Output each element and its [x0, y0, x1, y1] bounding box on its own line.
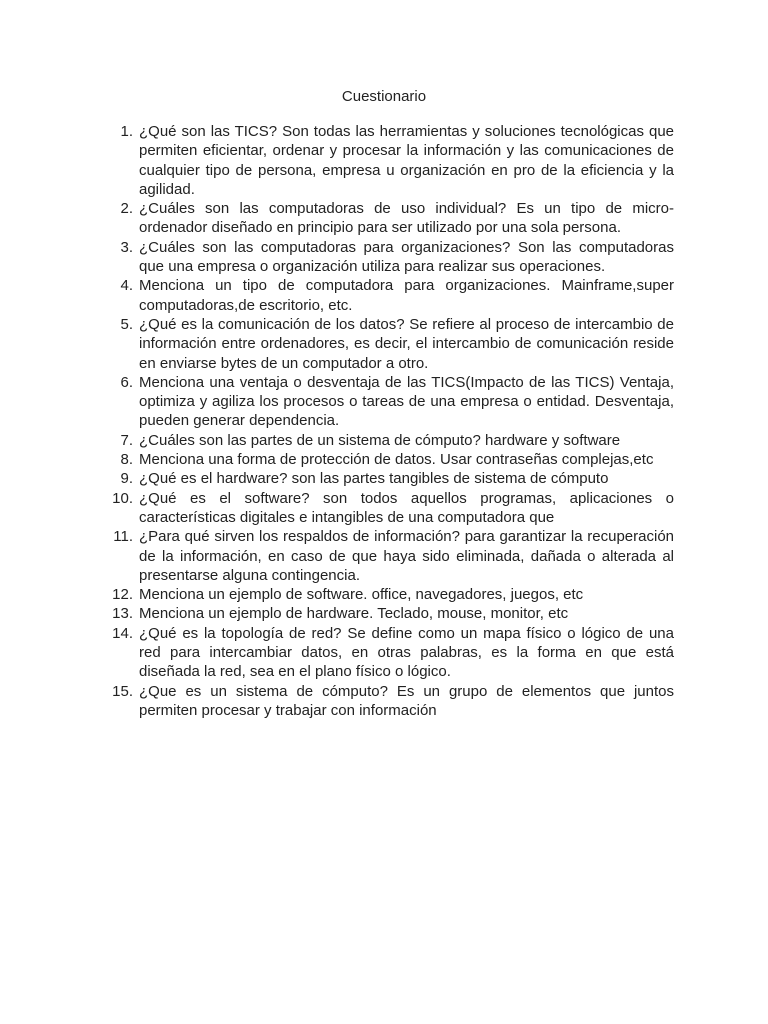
item-number: 14. [112, 624, 133, 642]
item-number: 11. [113, 528, 133, 546]
item-number: 2. [120, 200, 133, 218]
list-item [110, 122, 674, 199]
item-text: Menciona un tipo de computadora para organizaciones. Mainframe,super computadoras,de escritorio, etc. [139, 277, 674, 314]
item-text: ¿Qué es el software? son todos aquellos programas, aplicaciones o características digitales e intangibles de una computadora que [139, 489, 674, 526]
item-text: ¿Qué es la comunicación de los datos? Se refiere al proceso de intercambio de información entre ordenadores, es decir, el intercambio de comunicación reside en enviarse bytes de un computador a otro. [139, 315, 674, 372]
item-text: ¿Para qué sirven los respaldos de información? para garantizar la recuperación de la información, en caso de que haya sido eliminada, dañada o alterada al presentarse alguna contingencia. [139, 528, 674, 584]
item-number: 7. [120, 431, 133, 449]
item-text: Menciona una forma de protección de datos. Usar contraseñas complejas,etc [139, 451, 654, 469]
item-text: ¿Qué es el hardware? son las partes tangibles de sistema de cómputo [139, 470, 609, 488]
item-number: 15. [112, 682, 133, 700]
item-text: Menciona un ejemplo de hardware. Teclado, mouse, monitor, etc [139, 605, 569, 623]
list-item [110, 199, 674, 238]
item-number: 13. [112, 605, 133, 623]
list-item [110, 585, 674, 604]
question-list [110, 122, 674, 720]
item-text: ¿Cuáles son las computadoras de uso individual? Es un tipo de micro-ordenador diseñado en principio para ser utilizado por una sola persona. [139, 200, 674, 237]
item-text: Menciona una ventaja o desventaja de las TICS(Impacto de las TICS) Ventaja, optimiza y agiliza los procesos o tareas de una empresa o entidad. Desventaja, pueden generar dependencia. [139, 373, 674, 430]
item-text: ¿Cuáles son las partes de un sistema de cómputo? hardware y software [139, 431, 621, 449]
list-item [110, 276, 674, 315]
item-text: ¿Que es un sistema de cómputo? Es un grupo de elementos que juntos permiten procesar y trabajar con información [139, 682, 674, 719]
list-item [110, 604, 674, 623]
item-number: 4. [120, 277, 133, 295]
item-text: Menciona un ejemplo de software. office, navegadores, juegos, etc [139, 586, 584, 604]
item-number: 6. [120, 373, 133, 391]
list-item [110, 238, 674, 277]
list-item [110, 450, 674, 469]
item-number: 5. [120, 315, 133, 333]
item-text: ¿Qué son las TICS? Son todas las herramientas y soluciones tecnológicas que permiten eficientar, ordenar y procesar la información y las comunicaciones de cualquier tipo de persona, empresa u organización en pro de la eficiencia y la agilidad. [139, 123, 674, 198]
item-number: 12. [112, 586, 133, 604]
item-number: 8. [120, 451, 133, 469]
list-item [110, 315, 674, 373]
list-item [110, 373, 674, 431]
item-number: 3. [120, 238, 133, 256]
item-number: 1. [120, 123, 133, 140]
list-item [110, 682, 674, 721]
list-item [110, 469, 674, 488]
list-item [110, 624, 674, 682]
item-number: 9. [120, 470, 133, 488]
list-item [110, 527, 674, 585]
list-item [110, 431, 674, 450]
item-text: ¿Qué es la topología de red? Se define como un mapa físico o lógico de una red para intercambiar datos, en otras palabras, es la forma en que está diseñada la red, sea en el plano físico o lógico. [139, 624, 674, 681]
list-item [110, 489, 674, 528]
item-text: ¿Cuáles son las computadoras para organizaciones? Son las computadoras que una empresa o organización utiliza para realizar sus operaciones. [139, 238, 674, 276]
item-number: 10. [112, 489, 133, 507]
page-title: Cuestionario [341, 88, 427, 105]
